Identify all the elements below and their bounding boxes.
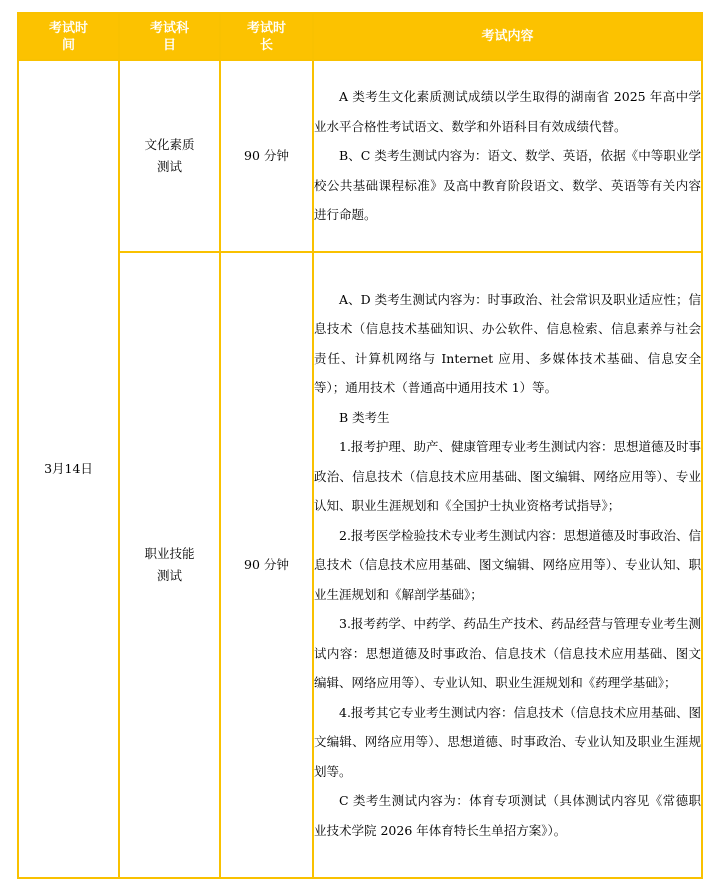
content-cell [313, 252, 702, 878]
content-paragraph: 4.报考其它专业考生测试内容：信息技术（信息技术应用基础、图文编辑、网络应用等）、思想道德、时事政治、专业认知及职业生涯规划等。 [314, 704, 701, 779]
content-paragraph: A 类考生文化素质测试成绩以学生取得的湖南省 2025 年高中学业水平合格性考试语文、数学和外语科目有效成绩代替。 [314, 89, 701, 134]
content-paragraph: B 类考生 [339, 409, 390, 425]
header-subject: 考试科目 [119, 13, 220, 60]
exam-table [17, 12, 703, 879]
content-paragraph: B、C 类考生测试内容为：语文、数学、英语，依据《中等职业学校公共基础课程标准》及高中教育阶段语文、数学、英语等有关内容进行命题。 [314, 148, 701, 223]
content-paragraph: 3.报考药学、中药学、药品生产技术、药品经营与管理专业考生测试内容：思想道德及时事政治、信息技术（信息技术应用基础、图文编辑、网络应用等）、专业认知、职业生涯规划和《药理学基础》； [314, 616, 701, 691]
content-cell [313, 60, 702, 252]
header-time: 考试时间 [18, 13, 119, 60]
content-paragraph: 2.报考医学检验技术专业考生测试内容：思想道德及时事政治、信息技术（信息技术应用基础、图文编辑、网络应用等）、专业认知、职业生涯规划和《解剖学基础》； [314, 527, 701, 602]
content-paragraph: 1.报考护理、助产、健康管理专业考生测试内容：思想道德及时事政治、信息技术（信息技术应用基础、图文编辑、网络应用等）、专业认知、职业生涯规划和《全国护士执业资格考试指导》； [314, 439, 701, 514]
header-content: 考试内容 [313, 13, 702, 60]
subject-cell: 文化素质测试 [119, 60, 220, 252]
exam-date: 3月14日 [18, 60, 119, 878]
exam-schedule [17, 12, 701, 880]
table-row [18, 60, 702, 252]
table-header-row [18, 13, 702, 60]
table-row [18, 252, 702, 878]
content-paragraph: A、D 类考生测试内容为：时事政治、社会常识及职业适应性；信息技术（信息技术基础知识、办公软件、信息检索、信息素养与社会责任、计算机网络与 Internet 应用、多媒体技术基础、信息安全等）；通用技术（普通高中通用技术 1）等。 [314, 291, 701, 396]
subject-cell: 职业技能测试 [119, 252, 220, 878]
duration-cell: 90 分钟 [220, 60, 313, 252]
header-duration: 考试时长 [220, 13, 313, 60]
duration-cell: 90 分钟 [220, 252, 313, 878]
content-paragraph: C 类考生测试内容为：体育专项测试（具体测试内容见《常德职业技术学院 2026 年体育特长生单招方案》）。 [314, 793, 701, 838]
